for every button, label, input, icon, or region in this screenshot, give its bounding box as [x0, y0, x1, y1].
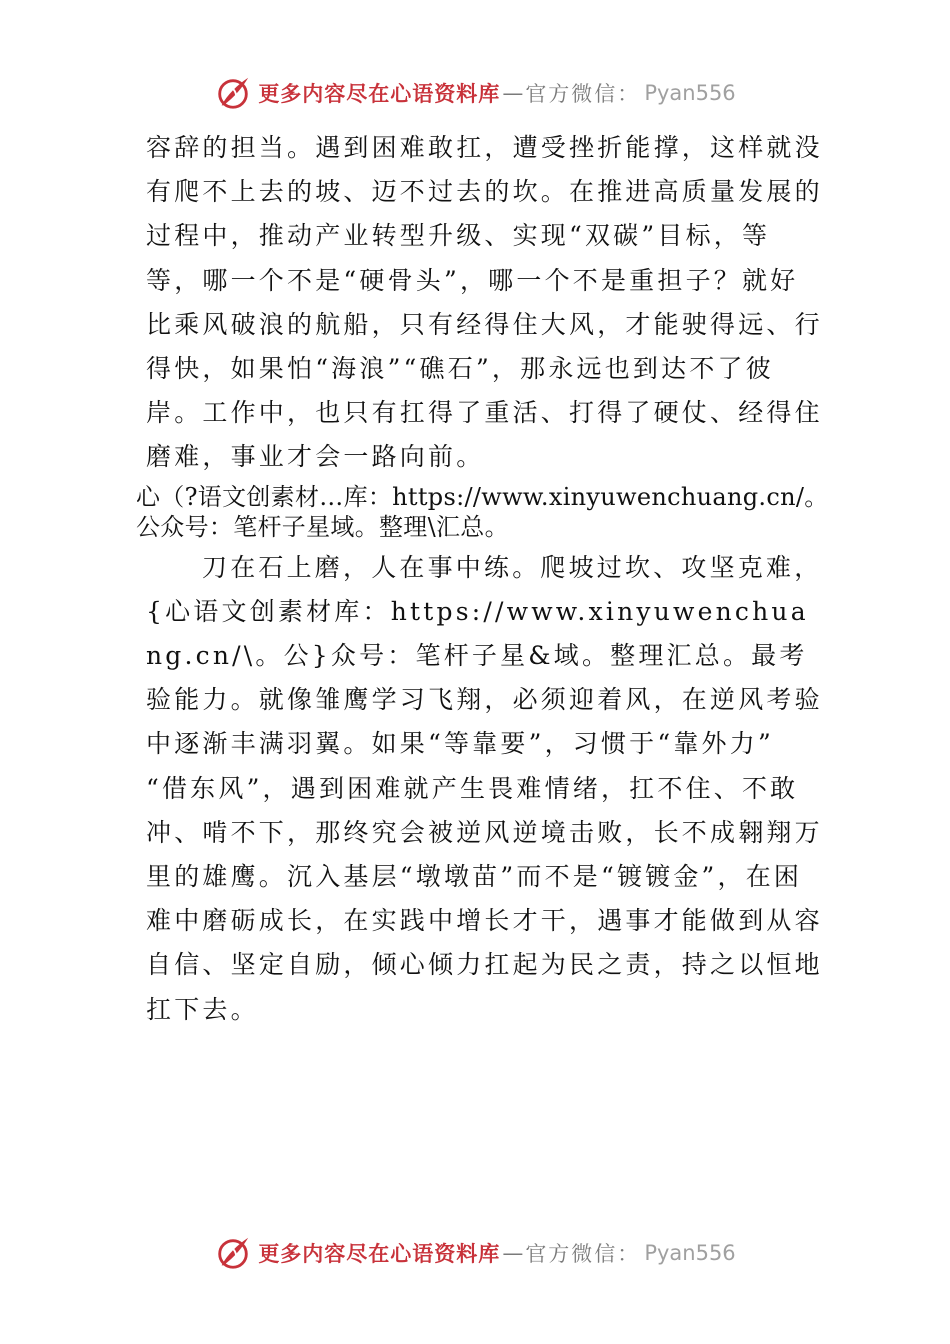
banner-wechat-id: Pyan556 — [644, 81, 736, 105]
banner-separator: — — [502, 81, 524, 105]
footer-banner — [0, 1230, 950, 1276]
paragraph-1: 容辞的担当。遇到困难敢扛，遭受挫折能撑，这样就没有爬不上去的坡、迈不过去的坎。在推进高质量发展的过程中，推动产业转型升级、实现“双碳”目标，等等，哪一个不是“硬骨头”，哪一个不是重担子？就好比乘风破浪的航船，只有经得住大风，才能驶得远、行得快，如果怕“海浪”“礁石”，那永远也到达不了彼岸。工作中，也只有扛得了重活、打得了硬仗、经得住磨难，事业才会一路向前。 — [146, 133, 823, 472]
banner-promo-text: 更多内容尽在心语资料库 — [258, 1241, 501, 1266]
header-banner — [0, 70, 950, 116]
banner-wechat-label: 官方微信： — [525, 82, 641, 106]
banner-wechat-id: Pyan556 — [644, 1241, 736, 1265]
banner-promo-text: 更多内容尽在心语资料库 — [258, 81, 501, 106]
source-note: 心（?语文创素材…库：https://www.xinyuwenchuang.cn/。公众号：笔杆子星域。整理\汇总。 — [136, 482, 829, 541]
banner-separator: — — [502, 1241, 524, 1265]
document-body — [0, 126, 950, 1032]
paragraph-2: 刀在石上磨，人在事中练。爬坡过坎、攻坚克难，{心语文创素材库：https://www.xinyuwenchuang.cn/\。公}众号：笔杆子星&域。整理汇总。最考验能力。就像雏鹰学习飞翔，必须迎着风，在逆风考验中逐渐丰满羽翼。如果“等靠要”，习惯于“靠外力” “借东风”，遇到困难就产生畏难情绪，扛不住、不敢冲、啃不下，那终究会被逆风逆境击败，长不成翱翔万里的雄鹰。沉入基层“墩墩苗”而不是“镀镀金”，在困难中磨砺成长，在实践中增长才干，遇事才能做到从容自信、坚定自励，倾心倾力扛起为民之责，持之以恒地扛下去。 — [146, 552, 823, 1024]
banner-wechat-label: 官方微信： — [525, 1242, 641, 1266]
quill-logo-icon — [214, 1234, 252, 1272]
quill-logo-icon — [214, 74, 252, 112]
